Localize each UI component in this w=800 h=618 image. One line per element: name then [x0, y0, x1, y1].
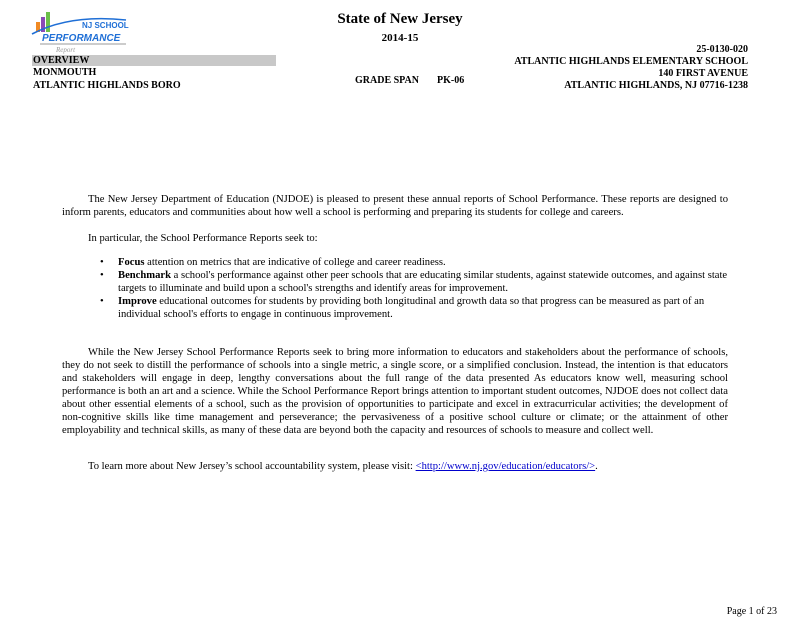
overview-label: OVERVIEW — [33, 55, 90, 66]
educators-link[interactable]: <http://www.nj.gov/education/educators/> — [415, 461, 596, 472]
logo-line3: Report — [56, 46, 76, 54]
list-item — [100, 269, 728, 295]
bullet-icon: • — [100, 296, 104, 307]
bullet-keyword: Benchmark — [118, 270, 171, 281]
bullet-text: educational outcomes for students by providing both longitudinal and growth data so that progress can be measured as part of an individual school's efforts to engage in continuous improvement. — [118, 296, 705, 320]
list-item — [100, 295, 728, 321]
intro-paragraph: The New Jersey Department of Education (NJDOE) is pleased to present these annual reports of School Performance. These reports are designed to inform parents, educators and communities about how well a school is performing and preparing its students for college and careers. — [62, 194, 728, 218]
page-title: State of New Jersey — [337, 11, 463, 27]
school-name: ATLANTIC HIGHLANDS ELEMENTARY SCHOOL — [514, 56, 748, 67]
bullet-icon: • — [100, 270, 104, 281]
school-city: ATLANTIC HIGHLANDS, NJ 07716-1238 — [564, 80, 748, 91]
school-code: 25-0130-020 — [696, 44, 748, 55]
bullet-keyword: Improve — [118, 296, 157, 307]
grade-span — [355, 75, 464, 86]
district-name: ATLANTIC HIGHLANDS BORO — [33, 80, 181, 91]
logo-line1: NJ SCHOOL — [82, 21, 129, 30]
learn-more-text — [88, 460, 728, 473]
learn-more-prefix: To learn more about New Jersey’s school accountability system, please visit: — [88, 461, 416, 472]
list-item — [100, 256, 728, 269]
school-address: 140 FIRST AVENUE — [658, 68, 748, 79]
page-number: Page 1 of 23 — [726, 606, 777, 617]
logo-line2: PERFORMANCE — [42, 33, 121, 44]
bullet-text: attention on metrics that are indicative of college and career readiness. — [144, 257, 446, 268]
bullet-keyword: Focus — [118, 257, 145, 268]
school-year: 2014-15 — [381, 32, 419, 44]
bullet-text: a school's performance against other peer schools that are educating similar students, against statewide outcomes, and against state targets to illuminate and build upon a school's strengths and identify areas for improvement. — [118, 270, 728, 294]
learn-more-suffix: . — [595, 461, 598, 472]
in-particular-text: In particular, the School Performance Reports seek to: — [88, 233, 318, 244]
grade-span-value: PK-06 — [436, 75, 465, 86]
second-paragraph: While the New Jersey School Performance Reports seek to bring more information to educators and stakeholders about the performance of schools, they do not seek to distill the performance of schools into a single metric, a single score, or a simplified conclusion. Instead, the intention is that educators and stakeholders will engage in deep, lengthy conversations about the full range of the data presented As educators know well, measuring school performance is both an art and a science. While the School Performance Report brings attention to important student outcomes, NJDOE does not collect data about other essential elements of a school, such as the provision of opportunities to participate and excel in extracurricular activities; the development of non-cognitive skills like time management and perseverance; the pervasiveness of a positive school culture or climate; or the attainment of other employability and technical skills, as many of these data are beyond both the capacity and resources of schools to measure and collect well. — [62, 347, 728, 436]
goals-list — [100, 256, 728, 321]
county-name: MONMOUTH — [33, 67, 97, 78]
grade-span-label: GRADE SPAN — [355, 75, 419, 86]
bullet-icon: • — [100, 257, 104, 268]
